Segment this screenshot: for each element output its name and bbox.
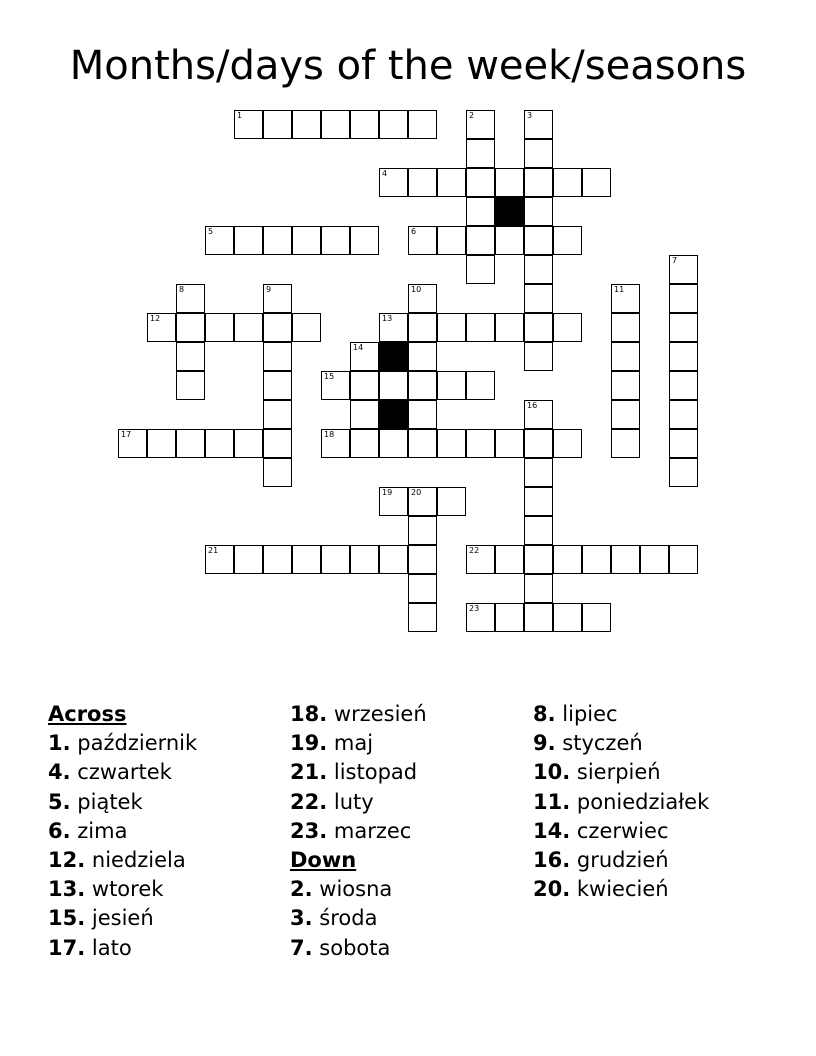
grid-cell[interactable]	[263, 400, 292, 429]
grid-cell[interactable]	[205, 545, 234, 574]
clue-number: 18	[324, 430, 335, 439]
clue-number: 5	[208, 227, 214, 236]
clues-column-2	[290, 700, 427, 963]
clue-number: 2	[469, 111, 475, 120]
grid-cell[interactable]	[524, 429, 553, 458]
clue-number: 8	[179, 285, 185, 294]
grid-cell[interactable]	[321, 226, 350, 255]
grid-cell[interactable]	[263, 458, 292, 487]
grid-cell[interactable]	[524, 603, 553, 632]
grid-cell[interactable]	[437, 313, 466, 342]
grid-cell[interactable]	[466, 545, 495, 574]
grid-cell[interactable]	[118, 429, 147, 458]
clue-across-22: 22. luty	[290, 789, 374, 814]
grid-cell[interactable]	[437, 226, 466, 255]
grid-cell[interactable]	[553, 168, 582, 197]
grid-cell[interactable]	[669, 458, 698, 487]
grid-cell[interactable]	[466, 139, 495, 168]
grid-cell[interactable]	[205, 429, 234, 458]
grid-cell[interactable]	[234, 110, 263, 139]
grid-cell[interactable]	[147, 313, 176, 342]
black-cell	[495, 197, 524, 226]
grid-cell[interactable]	[350, 400, 379, 429]
clue-down-2: 2. wiosna	[290, 877, 393, 902]
grid-cell[interactable]	[669, 313, 698, 342]
grid-cell[interactable]	[350, 429, 379, 458]
grid-cell[interactable]	[234, 545, 263, 574]
clue-number: 17	[121, 430, 132, 439]
clue-across-17: 17. lato	[48, 935, 132, 960]
grid-cell[interactable]	[524, 139, 553, 168]
grid-cell[interactable]	[524, 255, 553, 284]
grid-cell[interactable]	[408, 110, 437, 139]
clue-number: 16	[527, 401, 538, 410]
clue-number: 19	[382, 488, 393, 497]
clue-number: 14	[353, 343, 364, 352]
clue-number: 3	[527, 111, 533, 120]
clue-number: 10	[411, 285, 422, 294]
clue-across-4: 4. czwartek	[48, 760, 172, 785]
grid-cell[interactable]	[437, 168, 466, 197]
grid-cell[interactable]	[640, 545, 669, 574]
grid-cell[interactable]	[292, 226, 321, 255]
grid-cell[interactable]	[176, 284, 205, 313]
grid-cell[interactable]	[263, 429, 292, 458]
grid-cell[interactable]	[437, 429, 466, 458]
grid-cell[interactable]	[408, 342, 437, 371]
clue-down-20: 20. kwiecień	[533, 877, 669, 902]
clue-across-15: 15. jesień	[48, 906, 154, 931]
grid-cell[interactable]	[408, 574, 437, 603]
grid-cell[interactable]	[611, 342, 640, 371]
grid-cell[interactable]	[321, 110, 350, 139]
puzzle-title: Months/days of the week/seasons	[69, 43, 747, 89]
clue-number: 20	[411, 488, 422, 497]
black-cell	[379, 400, 408, 429]
grid-cell[interactable]	[263, 313, 292, 342]
clue-down-16: 16. grudzień	[533, 848, 669, 873]
grid-cell[interactable]	[611, 371, 640, 400]
grid-cell[interactable]	[350, 342, 379, 371]
grid-cell[interactable]	[350, 226, 379, 255]
grid-cell[interactable]	[611, 545, 640, 574]
grid-cell[interactable]	[408, 284, 437, 313]
clues-column-1	[48, 700, 197, 963]
grid-cell[interactable]	[553, 429, 582, 458]
grid-cell[interactable]	[466, 371, 495, 400]
grid-cell[interactable]	[524, 545, 553, 574]
clue-number: 15	[324, 372, 335, 381]
grid-cell[interactable]	[263, 226, 292, 255]
grid-cell[interactable]	[379, 110, 408, 139]
grid-cell[interactable]	[408, 429, 437, 458]
grid-cell[interactable]	[176, 342, 205, 371]
grid-cell[interactable]	[582, 603, 611, 632]
clue-number: 22	[469, 546, 480, 555]
clue-down-3: 3. środa	[290, 906, 378, 931]
clue-number: 13	[382, 314, 393, 323]
grid-cell[interactable]	[466, 603, 495, 632]
grid-cell[interactable]	[408, 168, 437, 197]
grid-cell[interactable]	[408, 487, 437, 516]
grid-cell[interactable]	[292, 313, 321, 342]
grid-cell[interactable]	[263, 342, 292, 371]
grid-cell[interactable]	[553, 226, 582, 255]
grid-cell[interactable]	[321, 371, 350, 400]
grid-cell[interactable]	[321, 545, 350, 574]
grid-cell[interactable]	[524, 574, 553, 603]
clue-across-19: 19. maj	[290, 731, 374, 756]
grid-cell[interactable]	[524, 487, 553, 516]
grid-cell[interactable]	[611, 400, 640, 429]
grid-cell[interactable]	[379, 313, 408, 342]
grid-cell[interactable]	[408, 371, 437, 400]
grid-cell[interactable]	[524, 168, 553, 197]
clue-across-12: 12. niedziela	[48, 848, 186, 873]
clue-down-11: 11. poniedziałek	[533, 789, 710, 814]
clue-number: 1	[237, 111, 243, 120]
grid-cell[interactable]	[495, 168, 524, 197]
grid-cell[interactable]	[495, 313, 524, 342]
grid-cell[interactable]	[524, 400, 553, 429]
clue-down-10: 10. sierpień	[533, 760, 661, 785]
grid-cell[interactable]	[176, 371, 205, 400]
grid-cell[interactable]	[524, 226, 553, 255]
grid-cell[interactable]	[408, 516, 437, 545]
clue-across-21: 21. listopad	[290, 760, 418, 785]
grid-cell[interactable]	[524, 458, 553, 487]
grid-cell[interactable]	[379, 545, 408, 574]
grid-cell[interactable]	[408, 313, 437, 342]
clue-number: 4	[382, 169, 388, 178]
clue-across-13: 13. wtorek	[48, 877, 164, 902]
grid-cell[interactable]	[466, 313, 495, 342]
grid-cell[interactable]	[205, 226, 234, 255]
grid-cell[interactable]	[379, 429, 408, 458]
grid-cell[interactable]	[379, 168, 408, 197]
grid-cell[interactable]	[669, 429, 698, 458]
grid-cell[interactable]	[437, 371, 466, 400]
grid-cell[interactable]	[408, 603, 437, 632]
grid-cell[interactable]	[524, 313, 553, 342]
clue-across-5: 5. piątek	[48, 789, 143, 814]
grid-cell[interactable]	[553, 313, 582, 342]
grid-cell[interactable]	[263, 110, 292, 139]
clue-number: 21	[208, 546, 219, 555]
grid-cell[interactable]	[437, 487, 466, 516]
clue-across-1: 1. październik	[48, 731, 198, 756]
grid-cell[interactable]	[263, 284, 292, 313]
clue-number: 11	[614, 285, 625, 294]
grid-cell[interactable]	[466, 429, 495, 458]
grid-cell[interactable]	[379, 487, 408, 516]
grid-cell[interactable]	[176, 313, 205, 342]
grid-cell[interactable]	[466, 226, 495, 255]
grid-cell[interactable]	[553, 545, 582, 574]
grid-cell[interactable]	[292, 545, 321, 574]
clue-across-6: 6. zima	[48, 818, 128, 843]
grid-cell[interactable]	[582, 545, 611, 574]
grid-cell[interactable]	[292, 110, 321, 139]
grid-cell[interactable]	[466, 197, 495, 226]
grid-cell[interactable]	[147, 429, 176, 458]
grid-cell[interactable]	[524, 284, 553, 313]
clue-across-23: 23. marzec	[290, 818, 412, 843]
grid-cell[interactable]	[611, 284, 640, 313]
grid-cell[interactable]	[495, 545, 524, 574]
clue-down-9: 9. styczeń	[533, 731, 643, 756]
grid-cell[interactable]	[524, 110, 553, 139]
grid-cell[interactable]	[669, 284, 698, 313]
grid-cell[interactable]	[408, 545, 437, 574]
grid-cell[interactable]	[408, 226, 437, 255]
grid-cell[interactable]	[263, 545, 292, 574]
grid-cell[interactable]	[553, 603, 582, 632]
grid-cell[interactable]	[669, 342, 698, 371]
grid-cell[interactable]	[466, 110, 495, 139]
grid-cell[interactable]	[669, 255, 698, 284]
grid-cell[interactable]	[350, 545, 379, 574]
clue-down-14: 14. czerwiec	[533, 818, 669, 843]
grid-cell[interactable]	[350, 110, 379, 139]
grid-cell[interactable]	[234, 226, 263, 255]
grid-cell[interactable]	[234, 313, 263, 342]
clue-number: 7	[672, 256, 678, 265]
grid-cell[interactable]	[321, 429, 350, 458]
clues-column-3	[533, 700, 709, 904]
grid-cell[interactable]	[669, 371, 698, 400]
grid-cell[interactable]	[582, 168, 611, 197]
clue-across-18: 18. wrzesień	[290, 702, 427, 726]
clue-number: 12	[150, 314, 161, 323]
black-cell	[379, 342, 408, 371]
grid-cell[interactable]	[495, 603, 524, 632]
grid-cell[interactable]	[350, 371, 379, 400]
across-heading: Across	[48, 702, 127, 726]
grid-cell[interactable]	[379, 371, 408, 400]
grid-cell[interactable]	[524, 516, 553, 545]
grid-cell[interactable]	[611, 313, 640, 342]
clue-down-7: 7. sobota	[290, 935, 391, 960]
grid-cell[interactable]	[669, 400, 698, 429]
grid-cell[interactable]	[466, 255, 495, 284]
grid-cell[interactable]	[524, 342, 553, 371]
grid-cell[interactable]	[466, 168, 495, 197]
grid-cell[interactable]	[205, 313, 234, 342]
clue-number: 6	[411, 227, 417, 236]
clue-number: 23	[469, 604, 480, 613]
clue-down-8: 8. lipiec	[533, 702, 618, 726]
down-heading: Down	[290, 848, 357, 873]
grid-cell[interactable]	[263, 371, 292, 400]
grid-cell[interactable]	[495, 429, 524, 458]
grid-cell[interactable]	[234, 429, 263, 458]
grid-cell[interactable]	[495, 226, 524, 255]
grid-cell[interactable]	[176, 429, 205, 458]
grid-cell[interactable]	[408, 400, 437, 429]
grid-cell[interactable]	[524, 197, 553, 226]
grid-cell[interactable]	[611, 429, 640, 458]
grid-cell[interactable]	[669, 545, 698, 574]
clue-number: 9	[266, 285, 272, 294]
